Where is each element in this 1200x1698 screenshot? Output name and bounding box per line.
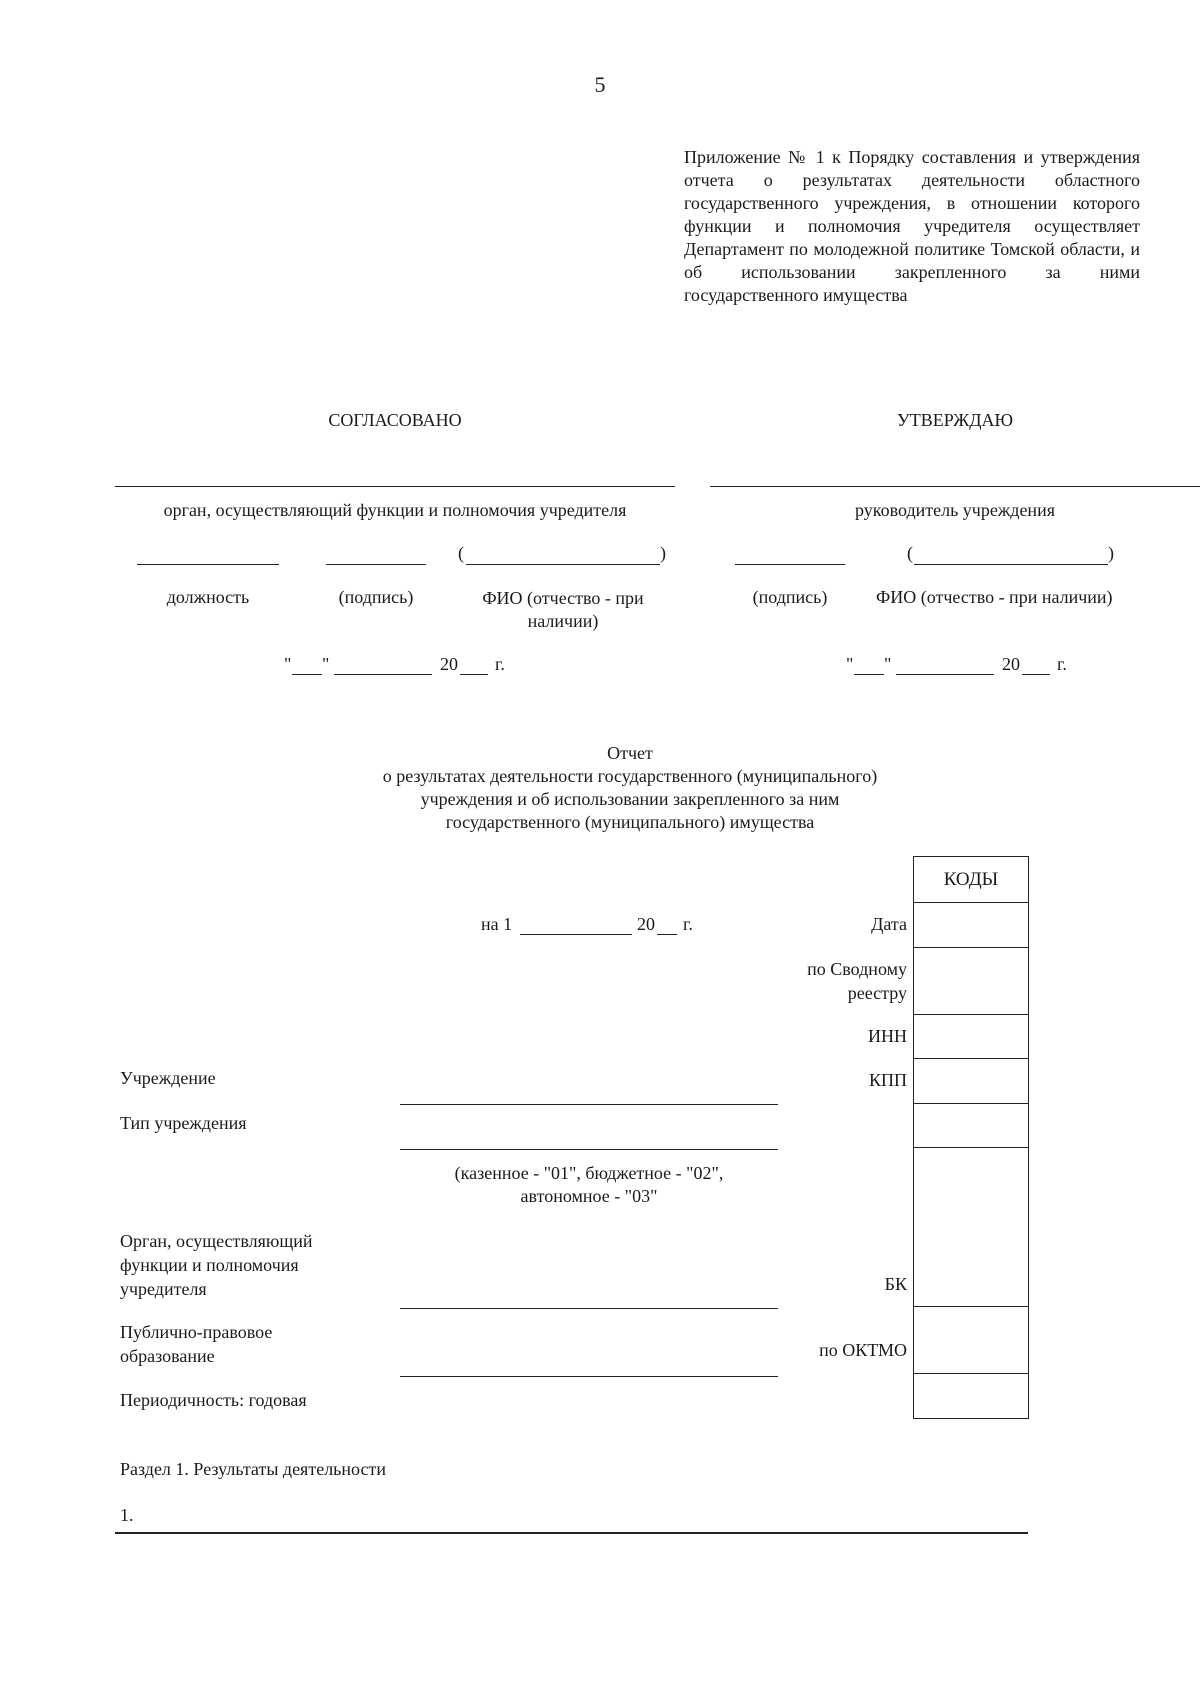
label-bk: БК xyxy=(884,1274,907,1294)
right-fio-line xyxy=(914,564,1108,565)
field-public-label-line-2: образование xyxy=(120,1346,215,1366)
field-institution-label: Учреждение xyxy=(120,1068,216,1088)
left-date-g: г. xyxy=(495,654,505,674)
page-number: 5 xyxy=(594,72,606,97)
left-heading: СОГЛАСОВАНО xyxy=(328,410,462,430)
right-signature-line xyxy=(710,486,1200,487)
left-signature-line xyxy=(115,486,675,487)
report-title xyxy=(300,742,960,834)
section-1-item-1: 1. xyxy=(120,1505,134,1525)
left-fio-close-paren: ) xyxy=(660,543,666,563)
field-founder-label-line-3: учредителя xyxy=(120,1279,207,1299)
right-date-month-line xyxy=(896,674,994,675)
field-type-hint xyxy=(400,1162,778,1208)
left-date-quote-open: " xyxy=(284,654,292,674)
left-date-quote-close: " xyxy=(322,654,330,674)
codes-table xyxy=(913,856,1029,1419)
field-type-hint-line-2: автономное - "03" xyxy=(520,1186,658,1206)
code-cell-registry xyxy=(914,948,1028,1015)
right-date-day-line xyxy=(854,674,884,675)
report-title-line-4: государственного (муниципального) имущества xyxy=(445,812,815,832)
right-caption: руководитель учреждения xyxy=(855,500,1055,520)
report-title-line-3: учреждения и об использовании закрепленного за ним xyxy=(420,789,840,809)
label-kpp: КПП xyxy=(868,1070,907,1090)
section-1-heading: Раздел 1. Результаты деятельности xyxy=(120,1459,386,1479)
code-cell-periodicity xyxy=(914,1374,1028,1419)
field-type-hint-line-1: (казенное - "01", бюджетное - "02", xyxy=(454,1163,724,1183)
right-fio-label: ФИО (отчество - при наличии) xyxy=(876,587,1113,607)
left-date-day-line xyxy=(292,674,322,675)
left-position-label: должность xyxy=(166,587,250,607)
right-fio-open-paren: ( xyxy=(907,543,913,563)
right-date-quote-open: " xyxy=(846,654,854,674)
section-1-item-1-line[interactable] xyxy=(115,1532,1028,1534)
field-founder-label-line-2: функции и полномочия xyxy=(120,1255,299,1275)
as-of-prefix: на 1 xyxy=(481,914,513,934)
label-inn: ИНН xyxy=(868,1026,907,1046)
as-of-year-line xyxy=(657,934,677,935)
field-public-line[interactable] xyxy=(400,1376,778,1377)
code-cell-date xyxy=(914,903,1028,948)
label-registry-line-1: по Сводному xyxy=(807,959,907,979)
left-date-year-line xyxy=(460,674,488,675)
right-date-year: 20 xyxy=(1002,654,1020,674)
label-registry xyxy=(807,957,907,1005)
label-registry-line-2: реестру xyxy=(847,983,907,1003)
code-cell-oktmo xyxy=(914,1307,1028,1374)
label-date: Дата xyxy=(871,914,907,934)
field-public-label-line-1: Публично-правовое xyxy=(120,1322,273,1342)
right-date-quote-close: " xyxy=(884,654,892,674)
field-public-label xyxy=(120,1320,272,1368)
report-title-line-1: Отчет xyxy=(607,743,653,763)
codes-header: КОДЫ xyxy=(914,857,1028,903)
right-date-g: г. xyxy=(1057,654,1067,674)
as-of-year: 20 xyxy=(637,914,655,934)
code-cell-inn xyxy=(914,1015,1028,1059)
right-heading: УТВЕРЖДАЮ xyxy=(896,410,1014,430)
field-periodicity-label: Периодичность: годовая xyxy=(120,1390,307,1410)
as-of-month-line xyxy=(520,934,632,935)
right-sign-label: (подпись) xyxy=(752,587,828,607)
left-fio-label: ФИО (отчество - при наличии) xyxy=(482,588,644,631)
left-fio-line xyxy=(466,564,660,565)
field-type-label: Тип учреждения xyxy=(120,1113,247,1133)
code-cell-type xyxy=(914,1104,1028,1148)
right-sign-line xyxy=(735,564,845,565)
code-cell-kpp xyxy=(914,1059,1028,1104)
left-caption: орган, осуществляющий функции и полномочия учредителя xyxy=(163,500,627,520)
field-founder-label-line-1: Орган, осуществляющий xyxy=(120,1231,313,1251)
left-sign-line xyxy=(326,564,426,565)
label-oktmo: по ОКТМО xyxy=(819,1340,907,1360)
left-date-month-line xyxy=(334,674,432,675)
field-institution-line[interactable] xyxy=(400,1104,778,1105)
left-fio-open-paren: ( xyxy=(458,543,464,563)
report-title-line-2: о результатах деятельности государственного (муниципального) xyxy=(382,766,878,786)
appendix-text: Приложение № 1 к Порядку составления и утверждения отчета о результатах деятельности областного государственного учреждения, в отношении которого функции и полномочия учредителя осуществляет Департамент по молодежной политике Томской области, и об использовании закрепленного за ними государственного имущества xyxy=(684,147,1140,305)
right-date-year-line xyxy=(1022,674,1050,675)
left-sign-label: (подпись) xyxy=(338,587,414,607)
code-cell-bk xyxy=(914,1148,1028,1307)
left-position-line xyxy=(137,564,279,565)
field-founder-label xyxy=(120,1229,312,1301)
as-of-suffix: г. xyxy=(683,914,693,934)
field-type-line[interactable] xyxy=(400,1149,778,1150)
right-fio-close-paren: ) xyxy=(1108,543,1114,563)
field-founder-line[interactable] xyxy=(400,1308,778,1309)
left-date-year: 20 xyxy=(440,654,458,674)
